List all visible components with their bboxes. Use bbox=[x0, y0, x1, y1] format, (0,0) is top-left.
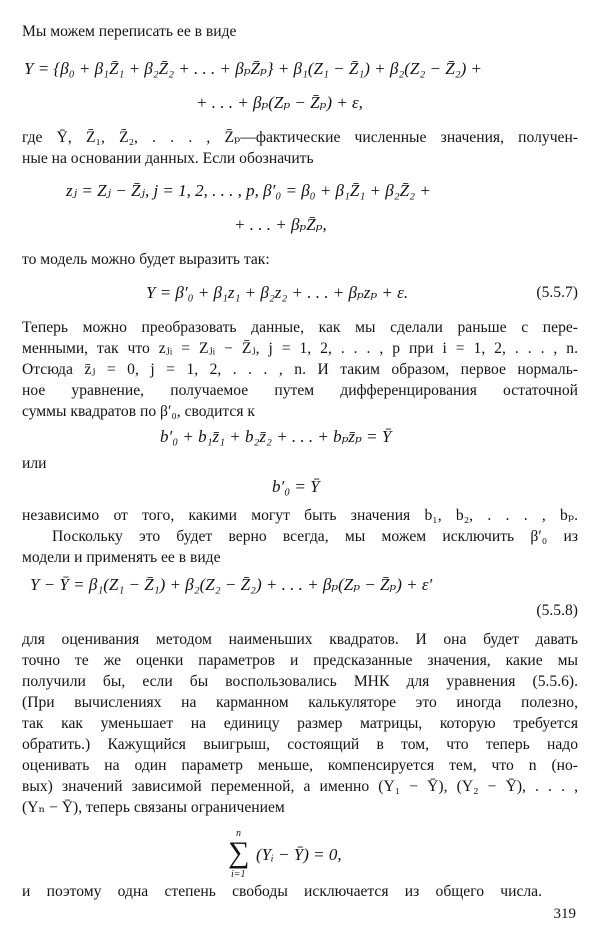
text-line: точно те же оценки параметров и предсказанные значения, какие мы bbox=[22, 652, 578, 669]
text-line: так как уменьшает на единицу размер матрицы, которую требуется bbox=[22, 715, 578, 732]
text-line: ное уравнение, получаемое путем дифференцирования остаточной bbox=[22, 382, 578, 399]
text-line: где Ȳ, Z̄₁, Z̄₂, . . . , Z̄ₚ—фактические численные значения, получен- bbox=[22, 129, 578, 146]
text-line: получили бы, если бы воспользовались МНК для уравнения (5.5.6). bbox=[22, 673, 578, 690]
text-line: или bbox=[22, 455, 47, 472]
equation-line: (Yᵢ − Ȳ) = 0, bbox=[256, 845, 342, 864]
equation-line: Y − Ȳ = β₁(Z₁ − Z̄₁) + β₂(Z₂ − Z̄₂) + . . . + βₚ(Zₚ − Z̄ₚ) + ε′ bbox=[30, 575, 433, 594]
summation-upper-limit: n bbox=[236, 828, 241, 839]
text-line: обратить.) Кажущийся выигрыш, состоящий в том, что теперь надо bbox=[22, 736, 578, 753]
text-line: менными, так что zⱼᵢ = Zⱼᵢ − Z̄ⱼ, j = 1, 2, . . . , p при i = 1, 2, . . . , n. bbox=[22, 340, 578, 357]
text-line: независимо от того, какими могут быть значения b₁, b₂, . . . , bₚ. bbox=[22, 507, 578, 524]
equation-line: + . . . + βₚ(Zₚ − Z̄ₚ) + ε, bbox=[196, 93, 363, 112]
page-number: 319 bbox=[553, 906, 576, 922]
equation-line: Y = β′₀ + β₁z₁ + β₂z₂ + . . . + βₚzₚ + ε. bbox=[146, 283, 409, 302]
equation-line: + . . . + βₚZ̄ₚ, bbox=[234, 215, 327, 234]
summation-lower-limit: i=1 bbox=[231, 869, 246, 880]
summation-sign: ∑ bbox=[228, 836, 250, 869]
text-line: ные на основании данных. Если обозначить bbox=[22, 150, 314, 167]
text-line: Мы можем переписать ее в виде bbox=[22, 23, 237, 40]
text-line: суммы квадратов по β′₀, сводится к bbox=[22, 403, 255, 420]
text-line: вых) значений зависимой переменной, а именно (Y₁ − Ȳ), (Y₂ − Ȳ), . . . , bbox=[22, 778, 578, 795]
equation-line: zⱼ = Zⱼ − Z̄ⱼ, j = 1, 2, . . . , p, β′₀ = β₀ + β₁Z̄₁ + β₂Z̄₂ + bbox=[66, 181, 431, 200]
text-line: то модель можно будет выразить так: bbox=[22, 251, 270, 268]
equation-number: (5.5.8) bbox=[536, 602, 578, 619]
text-line: (Yₙ − Ȳ), теперь связаны ограничением bbox=[22, 799, 285, 816]
text-line: и поэтому одна степень свободы исключается из общего числа. bbox=[22, 883, 542, 900]
text-line: для оценивания методом наименьших квадратов. И она будет давать bbox=[22, 631, 578, 648]
text-line: Теперь можно преобразовать данные, как мы сделали раньше с пере- bbox=[22, 319, 578, 336]
equation-line: Y = {β₀ + β₁Z̄₁ + β₂Z̄₂ + . . . + βₚZ̄ₚ} + β₁(Z₁ − Z̄₁) + β₂(Z₂ − Z̄₂) + bbox=[24, 59, 483, 78]
equation-line: b′₀ + b₁z̄₁ + b₂z̄₂ + . . . + bₚz̄ₚ = Ȳ bbox=[160, 427, 392, 446]
text-line: (При вычислениях на карманном калькуляторе это иногда полезно, bbox=[22, 694, 578, 711]
text-line: Поскольку это будет верно всегда, мы можем исключить β′₀ из bbox=[52, 528, 578, 545]
text-line: Отсюда z̄ⱼ = 0, j = 1, 2, . . . , n. И таким образом, первое нормаль- bbox=[22, 361, 578, 378]
text-line: модели и применять ее в виде bbox=[22, 549, 221, 566]
equation-number: (5.5.7) bbox=[536, 284, 578, 301]
equation-line: b′₀ = Ȳ bbox=[272, 477, 320, 496]
text-line: оценивать на один параметр меньше, компенсируется тем, что n (но- bbox=[22, 757, 578, 774]
